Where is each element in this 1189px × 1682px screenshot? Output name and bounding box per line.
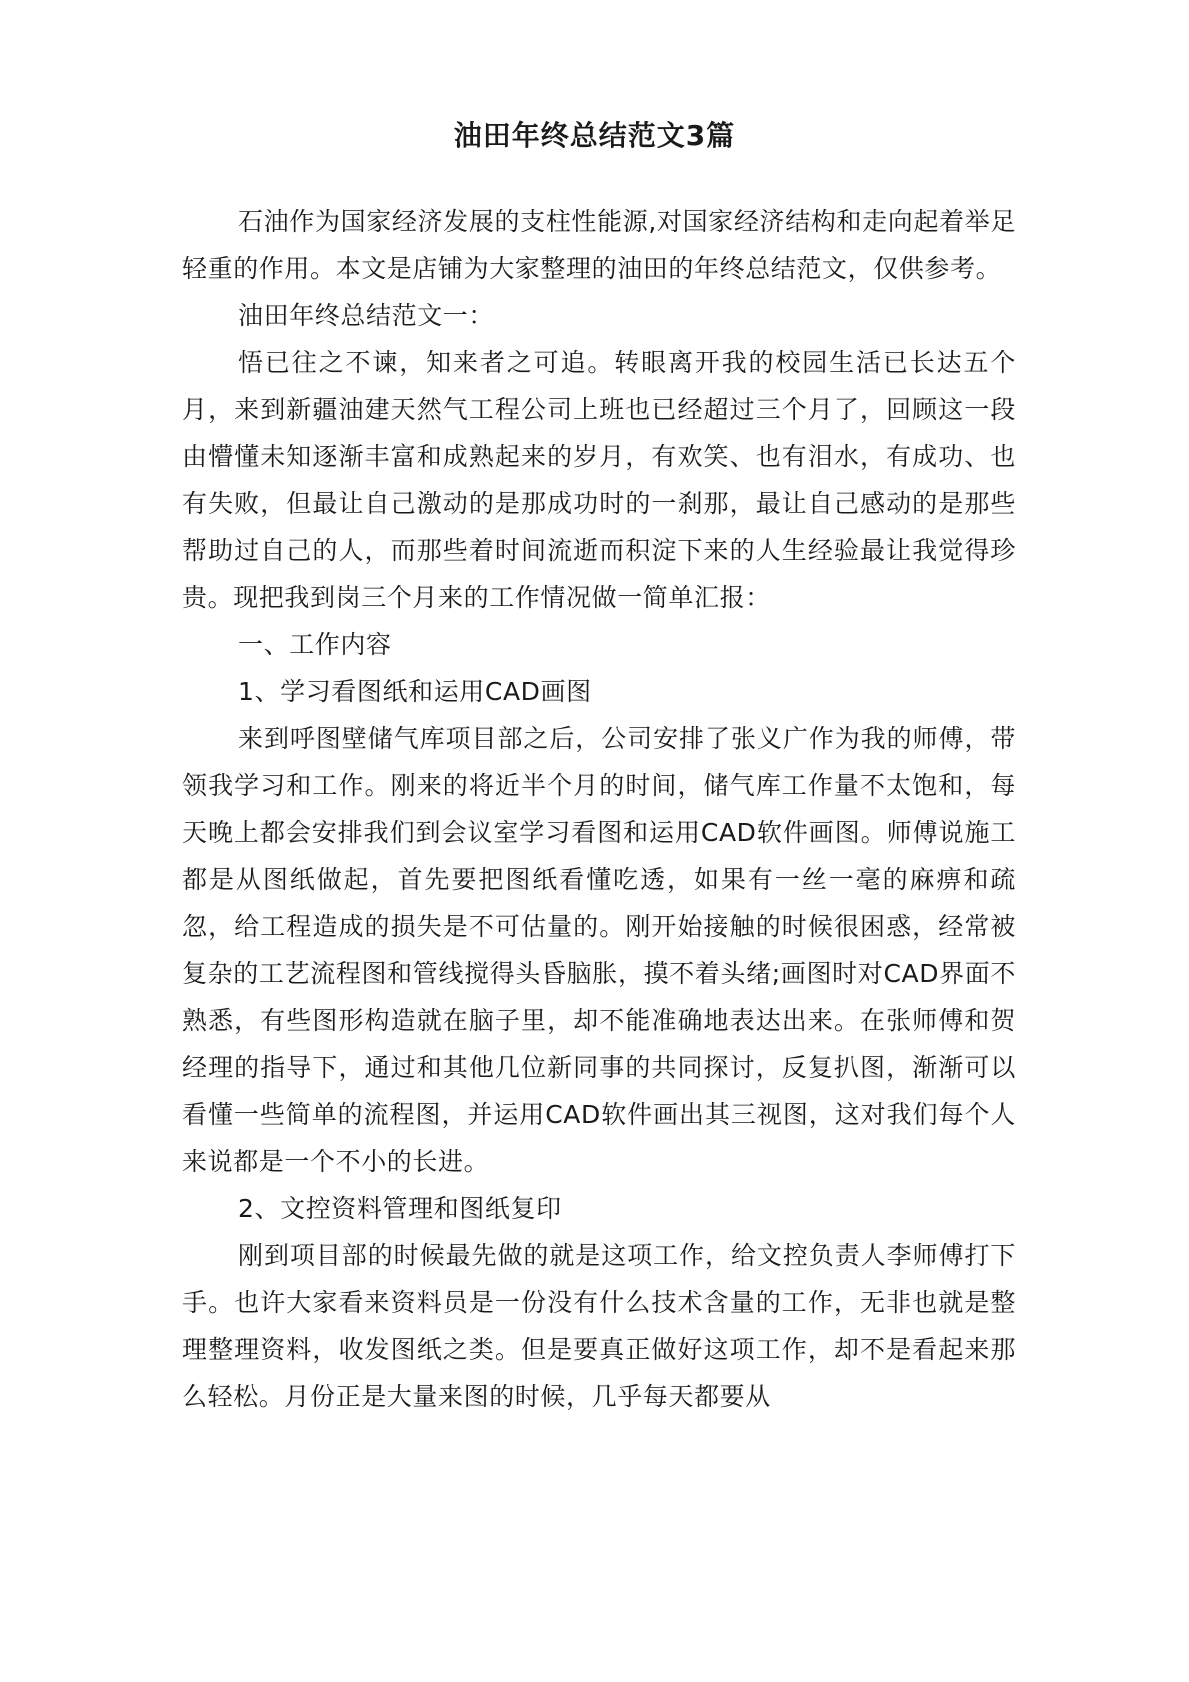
- item-heading-2: 2、文控资料管理和图纸复印: [238, 1194, 562, 1223]
- work-content-heading: 一、工作内容: [238, 630, 392, 659]
- item-paragraph-1: 来到呼图壁储气库项目部之后，公司安排了张义广作为我的师傅，带领我学习和工作。刚来的将近半个月的时间，储气库工作量不太饱和，每天晚上都会安排我们到会议室学习看图和运用CAD软件画图。师傅说施工都是从图纸做起，首先要把图纸看懂吃透，如果有一丝一毫的麻痹和疏忽，给工程造成的损失是不可估量的。刚开始接触的时候很困惑，经常被复杂的工艺流程图和管线搅得头昏脑胀，摸不着头绪;画图时对CAD界面不熟悉，有些图形构造就在脑子里，却不能准确地表达出来。在张师傅和贺经理的指导下，通过和其他几位新同事的共同探讨，反复扒图，渐渐可以看懂一些简单的流程图，并运用CAD软件画出其三视图，这对我们每个人来说都是一个不小的长进。: [182, 724, 1016, 1176]
- item-heading-1: 1、学习看图纸和运用CAD画图: [238, 677, 592, 706]
- document-body: [182, 198, 1016, 1420]
- intro-paragraph: 石油作为国家经济发展的支柱性能源,对国家经济结构和走向起着举足轻重的作用。本文是店铺为大家整理的油田的年终总结范文，仅供参考。: [182, 207, 1016, 283]
- section-paragraph: 悟已往之不谏，知来者之可追。转眼离开我的校园生活已长达五个月，来到新疆油建天然气工程公司上班也已经超过三个月了，回顾这一段由懵懂未知逐渐丰富和成熟起来的岁月，有欢笑、也有泪水，有成功、也有失败，但最让自己激动的是那成功时的一刹那，最让自己感动的是那些帮助过自己的人，而那些着时间流逝而积淀下来的人生经验最让我觉得珍贵。现把我到岗三个月来的工作情况做一简单汇报：: [182, 348, 1016, 612]
- document-title: 油田年终总结范文3篇: [453, 119, 736, 152]
- section-title: 油田年终总结范文一：: [238, 301, 495, 330]
- item-paragraph-2: 刚到项目部的时候最先做的就是这项工作，给文控负责人李师傅打下手。也许大家看来资料员是一份没有什么技术含量的工作，无非也就是整理整理资料，收发图纸之类。但是要真正做好这项工作，却不是看起来那么轻松。月份正是大量来图的时候，几乎每天都要从: [182, 1241, 1016, 1411]
